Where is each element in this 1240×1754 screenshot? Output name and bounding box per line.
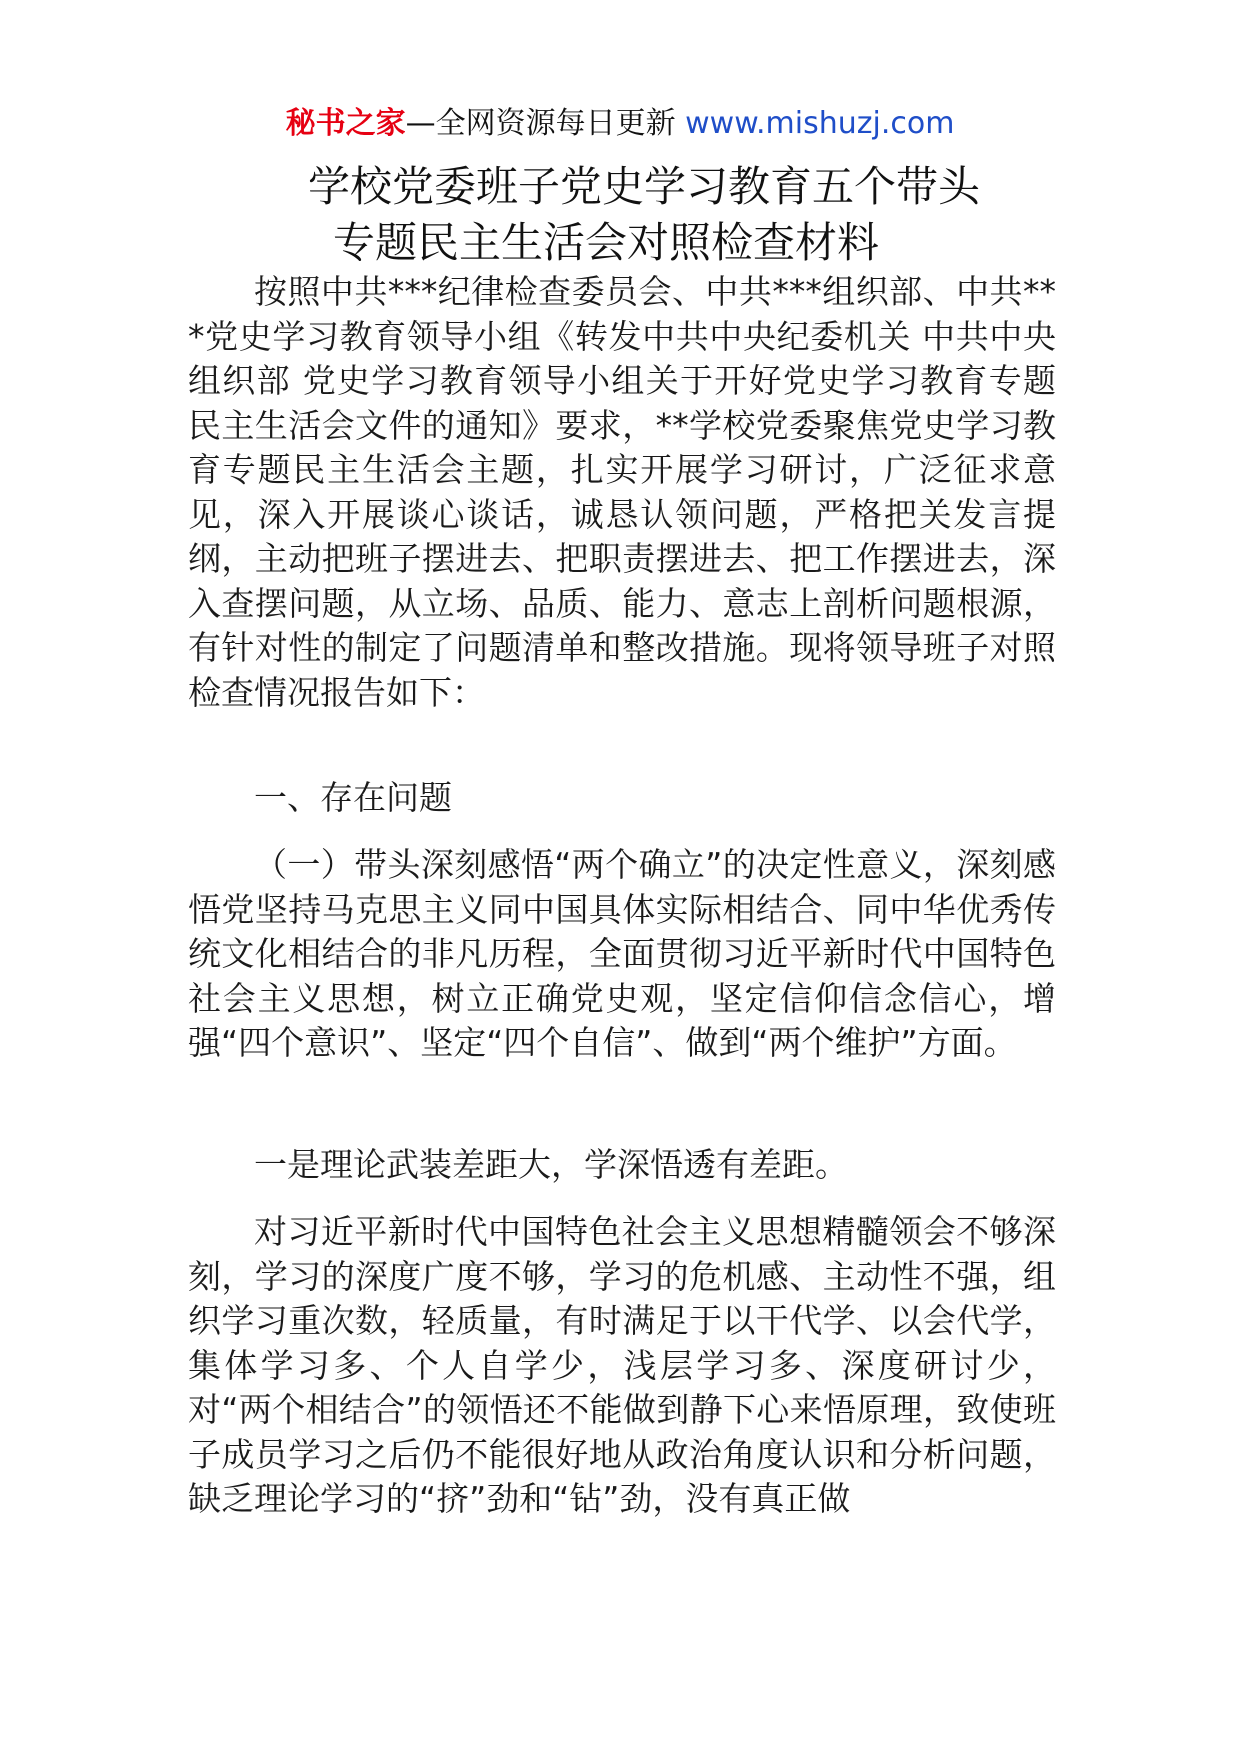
section-heading: 一、存在问题 [254, 778, 452, 817]
point-heading: 一是理论武装差距大，学深悟透有差距。 [254, 1145, 848, 1184]
subsection-paragraph: （一）带头深刻感悟“两个确立”的决定性意义，深刻感悟党坚持马克思主义同中国具体实际相结合、同中华优秀传统文化相结合的非凡历程，全面贯彻习近平新时代中国特色社会主义思想，树立正确党史观，坚定信仰信念信心，增强“四个意识”、坚定“四个自信”、做到“两个维护”方面。 [188, 845, 1056, 1062]
site-url[interactable]: www.mishuzj.com [685, 106, 955, 141]
detail-paragraph: 对习近平新时代中国特色社会主义思想精髓领会不够深刻，学习的深度广度不够，学习的危机感、主动性不强，组织学习重次数，轻质量，有时满足于以干代学、以会代学，集体学习多、个人自学少，浅层学习多、深度研讨少，对“两个相结合”的领悟还不能做到静下心来悟原理，致使班子成员学习之后仍不能很好地从政治角度认识和分析问题，缺乏理论学习的“挤”劲和“钻”劲，没有真正做 [188, 1212, 1056, 1518]
site-header [0, 104, 1240, 144]
header-tagline: —全网资源每日更新 [405, 106, 676, 141]
brand-name: 秘书之家 [285, 106, 406, 141]
document-title-line-2: 专题民主生活会对照检查材料 [332, 218, 879, 267]
intro-paragraph: 按照中共***纪律检查委员会、中共***组织部、中共***党史学习教育领导小组《转发中共中央纪委机关 中共中央组织部 党史学习教育领导小组关于开好党史学习教育专题民主生活会文件的通知》要求，**学校党委聚焦党史学习教育专题民主生活会主题，扎实开展学习研讨，广泛征求意见，深入开展谈心谈话，诚恳认领问题，严格把关发言提纲，主动把班子摆进去、把职责摆进去、把工作摆进去，深入查摆问题，从立场、品质、能力、意志上剖析问题根源，有针对性的制定了问题清单和整改措施。现将领导班子对照检查情况报告如下： [188, 272, 1056, 712]
document-title-line-1: 学校党委班子党史学习教育五个带头 [307, 162, 980, 211]
